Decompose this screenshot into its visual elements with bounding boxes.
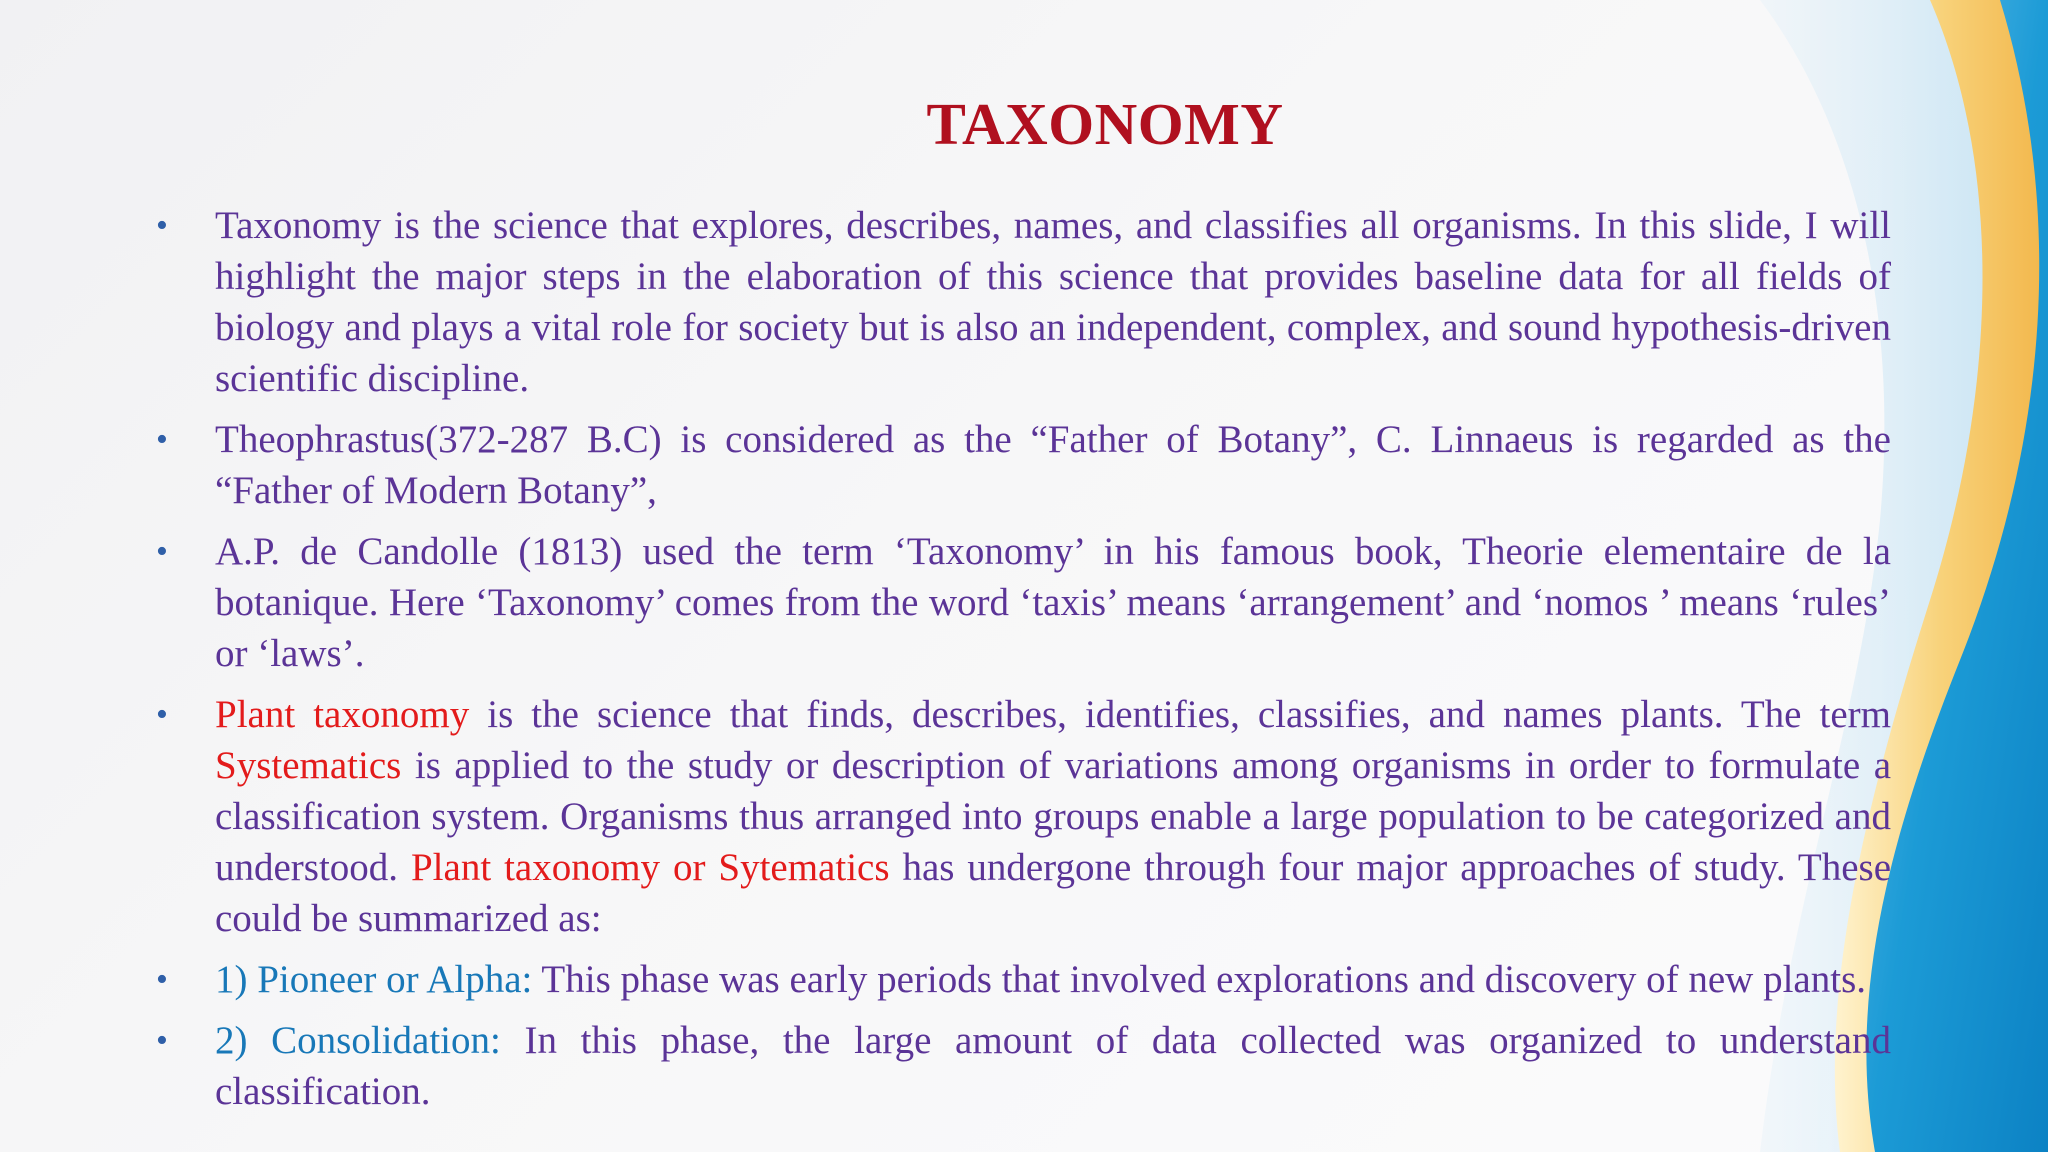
bullet-icon: • (156, 1022, 168, 1059)
bullet-text: A.P. de Candolle (1813) used the term ‘Taxonomy’ in his famous book, Theorie elementaire de la botanique. Here ‘Taxonomy’ comes from the word ‘taxis’ means ‘arrangement’ and ‘nomos ’ means ‘rules’ or ‘laws’. (215, 530, 1891, 675)
bullet-icon: • (156, 533, 168, 570)
bullet-list (0, 200, 2048, 1127)
bullet-text: is applied to the study or description of variations among organisms in order to formulate a classification system. Organisms thus arranged into groups enable a large population to be categorized and understood. (215, 744, 1891, 889)
bullet-item-plant-taxonomy (156, 689, 1891, 944)
bullet-item-candolle (156, 526, 1891, 679)
bullet-text: In this phase, the large amount of data collected was organized to understand classification. (215, 1019, 1891, 1113)
phase-label-pioneer: 1) Pioneer or Alpha: (215, 958, 533, 1001)
bullet-icon: • (156, 207, 168, 244)
bullet-icon: • (156, 696, 168, 733)
bullet-text: is the science that finds, describes, identifies, classifies, and names plants. The term (469, 693, 1891, 736)
bullet-icon: • (156, 421, 168, 458)
bullet-icon: • (156, 961, 168, 998)
highlight-systematics: Systematics (215, 744, 402, 787)
highlight-plant-taxonomy-or-sytematics: Plant taxonomy or Sytematics (410, 846, 890, 889)
bullet-item-consolidation (156, 1015, 1891, 1117)
bullet-item-definition (156, 200, 1891, 404)
bullet-text: Theophrastus(372-287 B.C) is considered as the “Father of Botany”, C. Linnaeus is regarded as the “Father of Modern Botany”, (215, 418, 1891, 512)
phase-label-consolidation: 2) Consolidation: (215, 1019, 501, 1062)
bullet-item-pioneer-alpha (156, 954, 1891, 1005)
bullet-text: This phase was early periods that involved explorations and discovery of new plants. (532, 958, 1866, 1001)
slide-title: TAXONOMY (926, 91, 1284, 157)
bullet-text: Taxonomy is the science that explores, describes, names, and classifies all organisms. In this slide, I will highlight the major steps in the elaboration of this science that provides baseline data for all fields of biology and plays a vital role for society but is also an independent, complex, and sound hypothesis-driven scientific discipline. (215, 204, 1891, 400)
highlight-plant-taxonomy: Plant taxonomy (215, 693, 470, 736)
bullet-text: has undergone through four major approaches of study. These could be summarized as: (215, 846, 1891, 940)
bullet-item-fathers (156, 414, 1891, 516)
